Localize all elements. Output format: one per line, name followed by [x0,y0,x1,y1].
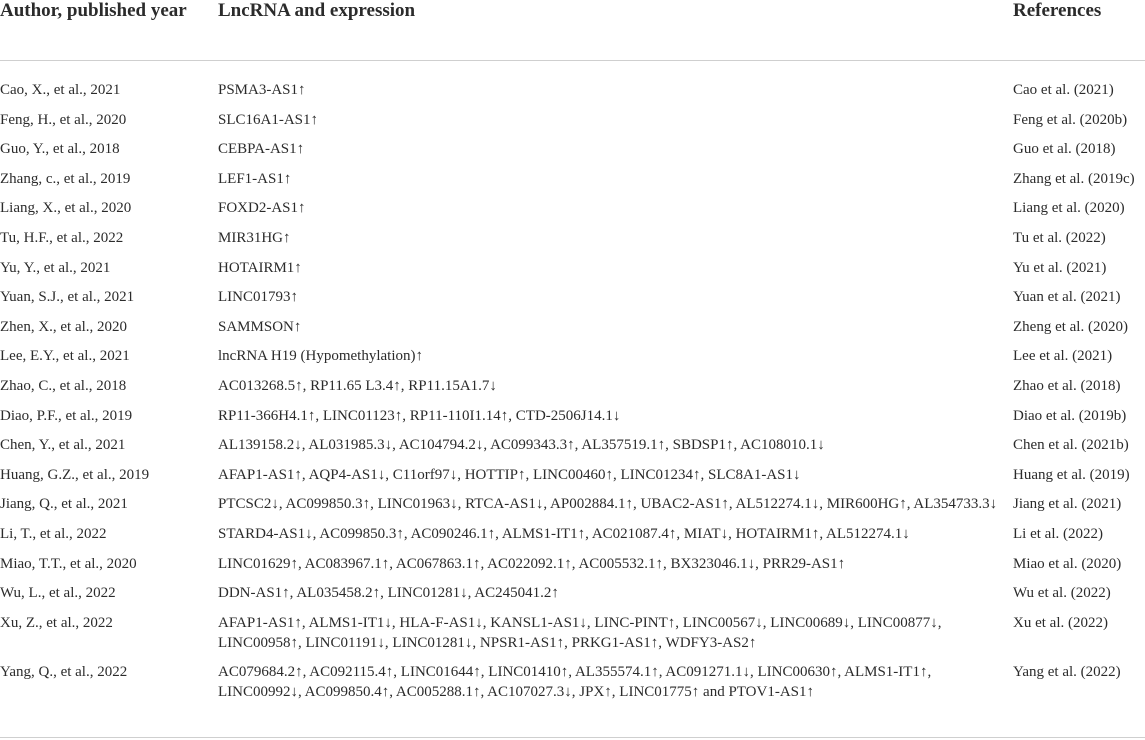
lncrna-cell: STARD4-AS1↓, AC099850.3↑, AC090246.1↑, ALMS1-IT1↑, AC021087.4↑, MIAT↓, HOTAIRM1↑, AL512274.1↓ [218,525,910,542]
table-row [0,317,1145,347]
author-cell: Feng, H., et al., 2020 [0,111,127,128]
table-row [0,435,1145,465]
reference-cell: Miao et al. (2020) [1013,555,1122,572]
reference-cell: Xu et al. (2022) [1013,614,1108,631]
reference-cell: Cao et al. (2021) [1013,82,1114,98]
lncrna-cell: AC013268.5↑, RP11.65 L3.4↑, RP11.15A1.7↓ [218,377,497,394]
lncrna-cell: AFAP1-AS1↑, AQP4-AS1↓, C11orf97↓, HOTTIP↑, LINC00460↑, LINC01234↑, SLC8A1-AS1↓ [218,466,801,483]
table-row [0,583,1145,613]
author-cell: Zhao, C., et al., 2018 [0,377,127,394]
lncrna-cell: HOTAIRM1↑ [218,259,302,276]
lncrna-cell: SLC16A1-AS1↑ [218,111,319,128]
reference-cell: Chen et al. (2021b) [1013,437,1129,454]
reference-cell: Jiang et al. (2021) [1013,496,1122,513]
lncrna-cell: AFAP1-AS1↑, ALMS1-IT1↓, HLA-F-AS1↓, KANSL1-AS1↓, LINC-PINT↑, LINC00567↓, LINC00689↓, LINC00877↓, LINC00958↑, LINC01191↓, LINC01281↓, NPSR1-AS1↑, PRKG1-AS1↑, WDFY3-AS2↑ [218,614,942,651]
reference-cell: Zhang et al. (2019c) [1013,170,1135,187]
author-cell: Miao, T.T., et al., 2020 [0,555,137,572]
table-row [0,524,1145,554]
author-cell: Cao, X., et al., 2021 [0,82,121,98]
table-row [0,662,1145,712]
reference-cell: Li et al. (2022) [1013,525,1103,542]
author-cell: Chen, Y., et al., 2021 [0,437,126,454]
table-row [0,465,1145,495]
reference-cell: Tu et al. (2022) [1013,229,1106,246]
header-author: Author, published year [0,0,218,61]
reference-cell: Wu et al. (2022) [1013,585,1111,602]
reference-cell: Liang et al. (2020) [1013,200,1125,217]
table-row [0,61,1145,110]
lncrna-cell: CEBPA-AS1↑ [218,141,305,158]
author-cell: Yu, Y., et al., 2021 [0,259,111,276]
table-row [0,110,1145,140]
reference-cell: Guo et al. (2018) [1013,141,1116,158]
lncrna-cell: MIR31HG↑ [218,229,291,246]
table-row [0,554,1145,584]
author-cell: Huang, G.Z., et al., 2019 [0,466,150,483]
reference-cell: Feng et al. (2020b) [1013,111,1128,128]
author-cell: Li, T., et al., 2022 [0,525,107,542]
author-cell: Zhen, X., et al., 2020 [0,318,128,335]
header-lncrna: LncRNA and expression [218,0,1013,61]
table-row [0,258,1145,288]
lncrna-cell: LINC01629↑, AC083967.1↑, AC067863.1↑, AC022092.1↑, AC005532.1↑, BX323046.1↓, PRR29-AS1↑ [218,555,846,572]
author-cell: Zhang, c., et al., 2019 [0,170,131,187]
author-cell: Xu, Z., et al., 2022 [0,614,113,631]
lncrna-cell: LEF1-AS1↑ [218,170,292,187]
lncrna-cell: LINC01793↑ [218,289,298,306]
lncrna-cell: FOXD2-AS1↑ [218,200,306,217]
table-row [0,346,1145,376]
lncrna-cell: AC079684.2↑, AC092115.4↑, LINC01644↑, LINC01410↑, AL355574.1↑, AC091271.1↓, LINC00630↑, ALMS1-IT1↑, LINC00992↓, AC099850.4↑, AC005288.1↑, AC107027.3↓, JPX↑, LINC01775↑ and PTOV1-AS1↑ [218,664,932,701]
reference-cell: Zheng et al. (2020) [1013,318,1128,335]
lncrna-cell: PTCSC2↓, AC099850.3↑, LINC01963↓, RTCA-AS1↓, AP002884.1↑, UBAC2-AS1↑, AL512274.1↓, MIR600HG↑, AL354733.3↓ [218,496,998,513]
table-body [0,61,1145,712]
table-row [0,376,1145,406]
table-row [0,169,1145,199]
table-row [0,287,1145,317]
author-cell: Diao, P.F., et al., 2019 [0,407,133,424]
lncrna-cell: DDN-AS1↑, AL035458.2↑, LINC01281↓, AC245041.2↑ [218,585,559,602]
reference-cell: Yang et al. (2022) [1013,664,1121,681]
reference-cell: Lee et al. (2021) [1013,348,1113,365]
table-row [0,613,1145,663]
reference-cell: Huang et al. (2019) [1013,466,1130,483]
author-cell: Liang, X., et al., 2020 [0,200,132,217]
lncrna-cell: RP11-366H4.1↑, LINC01123↑, RP11-110I1.14↑, CTD-2506J14.1↓ [218,407,621,424]
lncrna-cell: PSMA3-AS1↑ [218,82,306,98]
author-cell: Tu, H.F., et al., 2022 [0,229,124,246]
reference-cell: Diao et al. (2019b) [1013,407,1127,424]
author-cell: Yuan, S.J., et al., 2021 [0,289,135,306]
bottom-rule [0,737,1145,738]
table-row [0,198,1145,228]
header-references: References [1013,0,1145,61]
author-cell: Lee, E.Y., et al., 2021 [0,348,130,365]
author-cell: Yang, Q., et al., 2022 [0,664,128,681]
lncrna-cell: SAMMSON↑ [218,318,302,335]
table-row [0,406,1145,436]
reference-cell: Yu et al. (2021) [1013,259,1107,276]
table-row [0,494,1145,524]
author-cell: Jiang, Q., et al., 2021 [0,496,128,513]
lncrna-cell: AL139158.2↓, AL031985.3↓, AC104794.2↓, AC099343.3↑, AL357519.1↑, SBDSP1↑, AC108010.1↓ [218,437,825,454]
table-row [0,139,1145,169]
table-header-row [0,0,1145,61]
table-row [0,228,1145,258]
lncrna-cell: lncRNA H19 (Hypomethylation)↑ [218,348,423,365]
author-cell: Guo, Y., et al., 2018 [0,141,120,158]
reference-cell: Zhao et al. (2018) [1013,377,1121,394]
reference-cell: Yuan et al. (2021) [1013,289,1121,306]
author-cell: Wu, L., et al., 2022 [0,585,116,602]
